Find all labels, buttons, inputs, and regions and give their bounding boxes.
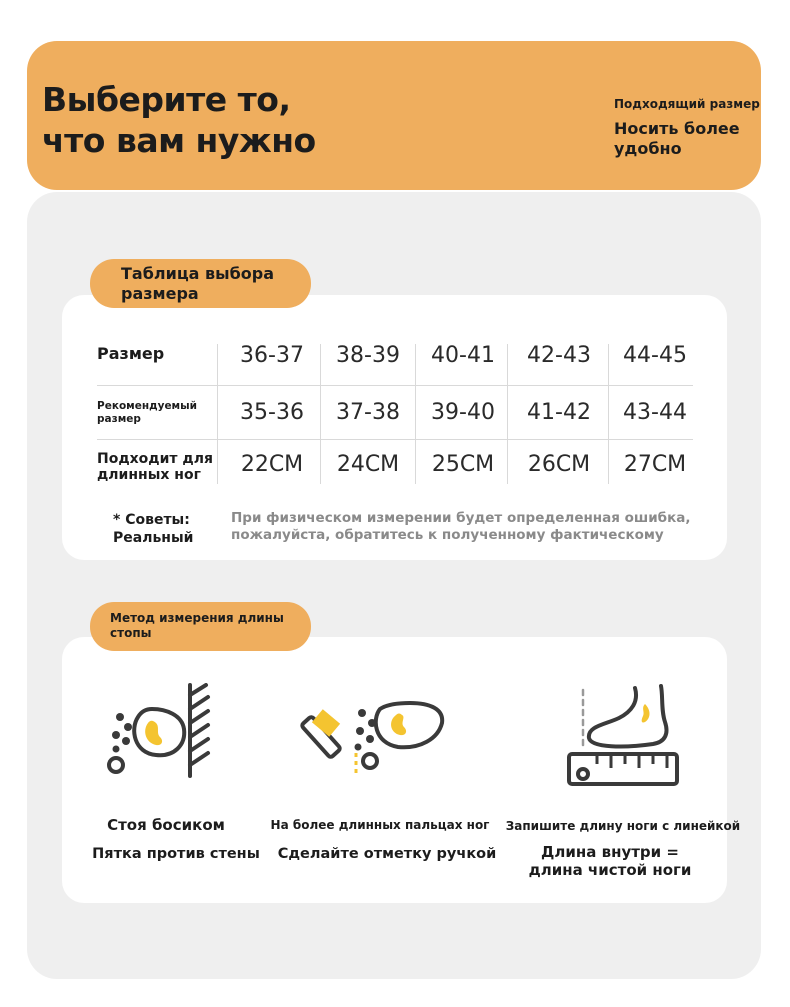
step1-title: Стоя босиком bbox=[107, 816, 225, 834]
table-cell: 27CM bbox=[623, 452, 687, 477]
pen-marking-toes-icon bbox=[300, 695, 450, 780]
column-divider bbox=[217, 344, 218, 484]
table-cell: 26CM bbox=[527, 452, 591, 477]
step3-title: Запишите длину ноги с линейкой bbox=[505, 819, 741, 833]
table-cell: 36-37 bbox=[240, 343, 304, 368]
table-cell: 25CM bbox=[431, 452, 495, 477]
size-table-tag-label: Таблица выбора размера bbox=[121, 264, 275, 303]
table-cell: 41-42 bbox=[527, 400, 591, 425]
header-banner bbox=[27, 41, 761, 190]
measure-tag-label: Метод измерения длины стопы bbox=[110, 611, 284, 640]
row-divider bbox=[97, 385, 693, 386]
step3-desc: Длина внутри = длина чистой ноги bbox=[528, 843, 692, 879]
step2-title: На более длинных пальцах ног bbox=[270, 818, 490, 832]
table-cell: 38-39 bbox=[336, 343, 400, 368]
header-subtitle: Подходящий размер bbox=[614, 97, 760, 111]
table-cell: 35-36 bbox=[240, 400, 304, 425]
size-table-tag bbox=[90, 259, 311, 308]
table-cell: 39-40 bbox=[431, 400, 495, 425]
table-cell: 22CM bbox=[240, 452, 304, 477]
foot-against-wall-icon bbox=[100, 683, 215, 778]
row-label-recommended: Рекомендуемый размер bbox=[97, 400, 197, 425]
step2-desc: Сделайте отметку ручкой bbox=[277, 846, 497, 862]
step1-desc: Пятка против стены bbox=[92, 846, 260, 862]
table-cell: 24CM bbox=[336, 452, 400, 477]
table-cell: 42-43 bbox=[527, 343, 591, 368]
measure-tag bbox=[90, 602, 311, 651]
foot-on-ruler-icon bbox=[565, 682, 685, 792]
header-description: Носить более удобно bbox=[614, 119, 740, 158]
tips-label: * Советы: Реальный bbox=[113, 512, 194, 546]
row-label-foot-length: Подходит для длинных ног bbox=[97, 451, 213, 483]
row-divider bbox=[97, 439, 693, 440]
row-label-size: Размер bbox=[97, 344, 165, 363]
table-cell: 43-44 bbox=[623, 400, 687, 425]
tips-text: При физическом измерении будет определенная ошибка, пожалуйста, обратитесь к полученному фактическому bbox=[231, 510, 691, 543]
table-cell: 37-38 bbox=[336, 400, 400, 425]
table-cell: 44-45 bbox=[623, 343, 687, 368]
page-title: Выберите то, что вам нужно bbox=[42, 80, 316, 160]
table-cell: 40-41 bbox=[431, 343, 495, 368]
